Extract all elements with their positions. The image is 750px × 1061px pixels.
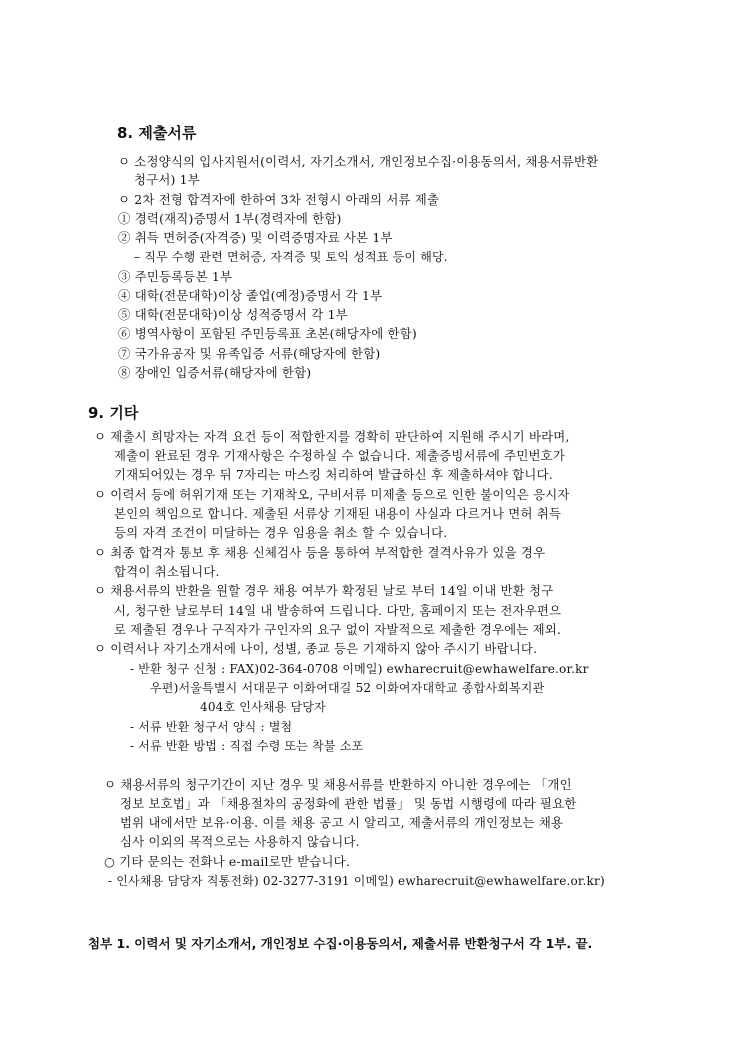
s8-line-7: ③ 주민등록등본 1부 <box>118 269 233 284</box>
s8-line-2: 청구서) 1부 <box>134 172 200 187</box>
s9-line-8: 합격이 취소됩니다. <box>114 564 220 579</box>
s9-line-22: ○ 기타 문의는 전화나 e-mail로만 받습니다. <box>104 854 350 869</box>
s9-line-20: 범위 내에서만 보유·이용. 이를 채용 공고 시 알리고, 제출서류의 개인정보는 채용 <box>120 815 564 830</box>
s9-line-18: ㅇ 채용서류의 청구기간이 지난 경우 및 채용서류를 반환하지 아니한 경우에는 「개인 <box>104 777 572 792</box>
s8-line-4: ① 경력(재직)증명서 1부(경력자에 한함) <box>118 211 342 226</box>
s9-line-12: ㅇ 이력서나 자기소개서에 나이, 성별, 종교 등은 기재하지 않아 주시기 바랍니다. <box>94 641 538 656</box>
s9-line-3: 기재되어있는 경우 뒤 7자리는 마스킹 처리하여 발급하신 후 제출하셔야 합니다. <box>114 467 553 482</box>
attachment-note: 첨부 1. 이력서 및 자기소개서, 개인정보 수집·이용동의서, 제출서류 반환청구서 각 1부. 끝. <box>88 936 593 951</box>
s8-line-6: – 직무 수행 관련 면허증, 자격증 및 토익 성적표 등이 해당. <box>134 250 448 264</box>
s9-line-15: 404호 인사채용 담당자 <box>200 700 326 714</box>
s9-line-23: - 인사채용 담당자 직통전화) 02-3277-3191 이메일) ewharecruit@ewhawelfare.or.kr) <box>108 874 605 888</box>
s9-line-17: - 서류 반환 방법 : 직접 수령 또는 착불 소포 <box>130 739 364 753</box>
s9-line-14: 우편)서울특별시 서대문구 이화여대길 52 이화여자대학교 종합사회복지관 <box>150 681 545 695</box>
s9-line-19: 정보 보호법」과 「채용절차의 공정화에 관한 법률」 및 동법 시행령에 따라 필요한 <box>120 796 577 811</box>
s9-line-7: ㅇ 최종 합격자 통보 후 채용 신체검사 등을 통하여 부적합한 결격사유가 있을 경우 <box>94 545 546 560</box>
s9-line-2: 제출이 완료된 경우 기재사항은 수정하실 수 없습니다. 제출증빙서류에 주민번호가 <box>114 448 566 463</box>
s8-line-8: ④ 대학(전문대학)이상 졸업(예정)증명서 각 1부 <box>118 288 383 303</box>
s8-line-11: ⑦ 국가유공자 및 유족입증 서류(해당자에 한함) <box>118 346 381 361</box>
s8-line-5: ② 취득 면허증(자격증) 및 이력증명자료 사본 1부 <box>118 230 393 245</box>
section-9-title: 9. 기타 <box>88 404 139 422</box>
s8-line-10: ⑥ 병역사항이 포함된 주민등록표 초본(해당자에 한함) <box>118 326 417 341</box>
s9-line-21: 심사 이외의 목적으로는 사용하지 않습니다. <box>120 834 360 849</box>
s9-line-11: 로 제출된 경우나 구직자가 구인자의 요구 없이 자발적으로 제출한 경우에는 제외. <box>114 622 562 637</box>
s9-line-6: 등의 자격 조건이 미달하는 경우 임용을 취소 할 수 있습니다. <box>114 525 448 540</box>
section-8-title: 8. 제출서류 <box>117 124 197 142</box>
s9-line-10: 시, 청구한 날로부터 14일 내 발송하여 드립니다. 다만, 홈페이지 또는 전자우편으 <box>114 603 562 618</box>
s8-line-3: ㅇ 2차 전형 합격자에 한하여 3차 전형시 아래의 서류 제출 <box>118 192 440 207</box>
s9-line-4: ㅇ 이력서 등에 허위기재 또는 기재착오, 구비서류 미제출 등으로 인한 불이익은 응시자 <box>94 487 570 502</box>
s8-line-9: ⑤ 대학(전문대학)이상 성적증명서 각 1부 <box>118 307 348 322</box>
s9-line-5: 본인의 책임으로 합니다. 제출된 서류상 기재된 내용이 사실과 다르거나 면허 취득 <box>114 506 562 521</box>
s9-line-13: - 반환 청구 신청 : FAX)02-364-0708 이메일) ewharecruit@ewhawelfare.or.kr <box>130 662 589 676</box>
s8-line-1: ㅇ 소정양식의 입사지원서(이력서, 자기소개서, 개인정보수집·이용동의서, 채용서류반환 <box>118 154 599 169</box>
s9-line-1: ㅇ 제출시 희망자는 자격 요건 등이 적합한지를 경확히 판단하여 지원해 주시기 바라며, <box>94 429 570 444</box>
s8-line-12: ⑧ 장애인 입증서류(해당자에 한함) <box>118 365 312 380</box>
s9-line-16: - 서류 반환 청구서 양식 : 별첨 <box>130 720 293 734</box>
s9-line-9: ㅇ 채용서류의 반환을 원할 경우 채용 여부가 확정된 날로 부터 14일 이내 반환 청구 <box>94 583 554 598</box>
